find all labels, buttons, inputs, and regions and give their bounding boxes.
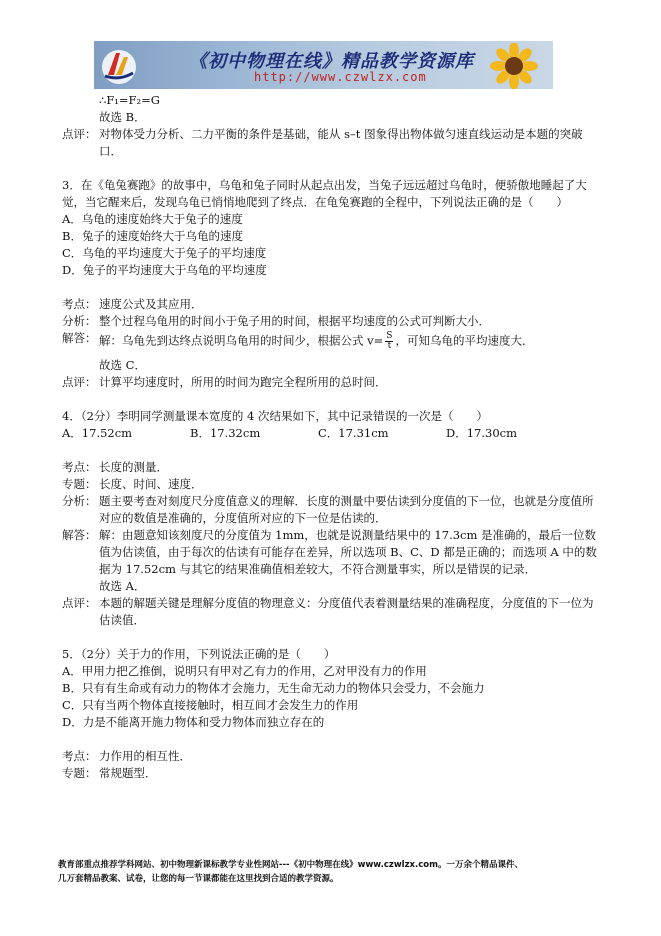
banner-url[interactable]: http://www.czwlzx.com [254,70,427,84]
fenxi-text: 题主要考查对刻度尺分度值意义的理解．长度的测量中要估读到分度值的下一位，也就是分度值所对应的数值是准确的，分度值所对应的下一位是估读的． [99,494,594,525]
fenxi-row [62,493,602,527]
question-4 [62,408,602,629]
option-a: A．甲用力把乙推倒，说明只有甲对乙有力的作用，乙对甲没有力的作用 [62,664,427,678]
option-d: D．17.30cm [446,426,517,440]
page-footer [58,858,608,886]
fenxi-text: 整个过程乌龟用的时间小于兔子用的时间，根据平均速度的公式可判断大小． [99,314,490,328]
option-c: C．乌龟的平均速度大于兔子的平均速度 [62,246,267,260]
zhuanti-label: 专题： [62,477,97,491]
zhuanti-text: 常规题型． [99,766,157,780]
kaodian-text: 速度公式及其应用． [99,297,203,311]
fenxi-label: 分析： [62,314,97,328]
option-a: A．17.52cm [62,426,133,440]
jieda-text [99,330,602,351]
options-row [62,425,602,442]
fraction-numerator: S [386,331,393,341]
option-c: C．17.31cm [318,426,389,440]
kaodian-text: 力作用的相互性． [99,749,191,763]
kaodian-row [62,296,602,313]
option-d: D．力是不能离开施力物体和受力物体而独立存在的 [62,715,325,729]
jieda-label: 解答： [62,528,97,542]
formula-line: ∴F₁=F₂=G [99,93,160,107]
answer-line: 故选 A． [99,579,146,593]
comment-row [62,126,602,160]
footer-line-1: 教育部重点推荐学科网站、初中物理新课标教学专业性网站---《初中物理在线》www.czwlzx.com。一万余个精品课件、 [58,860,523,870]
question-3 [62,177,602,391]
logo-icon [100,45,138,85]
answer-line: 故选 B． [99,110,146,124]
option-b: B．17.32cm [190,426,261,440]
option-a: A．乌龟的速度始终大于兔子的速度 [62,212,243,226]
kaodian-row [62,459,602,476]
banner-title: 《初中物理在线》精品教学资源库 [189,51,474,72]
fenxi-row [62,313,602,330]
footer-line-2: 几万套精品教案、试卷，让您的每一节课都能在这里找到合适的教学资源。 [58,874,339,884]
comment-label: 点评： [62,596,97,610]
option-d: D．兔子的平均速度大于乌龟的平均速度 [62,263,267,277]
option-c: C．只有当两个物体直接接触时，相互间才会发生力的作用 [62,698,359,712]
kaodian-text: 长度的测量． [99,460,168,474]
speed-fraction [385,332,393,351]
kaodian-label: 考点： [62,297,97,311]
fraction-denominator: t [387,341,392,351]
jieda-label: 解答： [62,331,97,345]
answer-line: 故选 C． [99,358,146,372]
comment-text: 计算平均速度时，所用的时间为跑完全程所用的总时间． [99,375,387,389]
comment-text: 本题的解题关键是理解分度值的物理意义：分度值代表着测量结果的准确程度，分度值的下一位为估读值． [99,596,594,627]
question-stem: 5．（2分）关于力的作用，下列说法正确的是（ ） [62,647,336,661]
comment-label: 点评： [62,375,97,389]
question-stem: 4．（2分）李明同学测量课本宽度的 4 次结果如下，其中记录错误的一次是（ ） [62,409,489,423]
jieda-row [62,527,602,578]
jieda-post: ，可知乌龟的平均速度大． [395,333,534,348]
option-b: B．兔子的速度始终大于乌龟的速度 [62,229,243,243]
kaodian-label: 考点： [62,460,97,474]
jieda-pre: 解：乌龟先到达终点说明乌龟用的时间少，根据公式 v= [99,333,384,348]
zhuanti-row [62,765,602,782]
question-5 [62,646,602,782]
option-b: B．只有有生命或有动力的物体才会施力，无生命无动力的物体只会受力，不会施力 [62,681,485,695]
zhuanti-label: 专题： [62,766,97,780]
comment-text: 对物体受力分析、二力平衡的条件是基础，能从 s–t 图象得出物体做匀速直线运动是本题的突破口． [99,127,583,158]
kaodian-label: 考点： [62,749,97,763]
document-body [62,92,602,782]
zhuanti-row [62,476,602,493]
comment-row [62,595,602,629]
comment-row [62,374,602,391]
header-banner [94,41,553,89]
zhuanti-text: 长度、时间、速度． [99,477,203,491]
sunflower-icon [483,43,545,89]
jieda-row [62,330,602,351]
kaodian-row [62,748,602,765]
fenxi-label: 分析： [62,494,97,508]
question-stem: 3．在《龟兔赛跑》的故事中，乌龟和兔子同时从起点出发，当兔子远远超过乌龟时，便骄傲地睡起了大觉，当它醒来后，发现乌龟已悄悄地爬到了终点．在龟兔赛跑的全程中，下列说法正确的是（ ） [62,178,587,209]
comment-label: 点评： [62,127,97,141]
jieda-text: 解：由题意知该刻度尺的分度值为 1mm，也就是说测量结果中的 17.3cm 是准确的，最后一位数值为估读值，由于每次的估读有可能存在差异，所以选项 B、C、D 都是正确的；而选项 A 中的数据为 17.52cm 与其它的结果准确值相差较大，不符合测量事实，所以是错误的记录． [99,528,597,576]
